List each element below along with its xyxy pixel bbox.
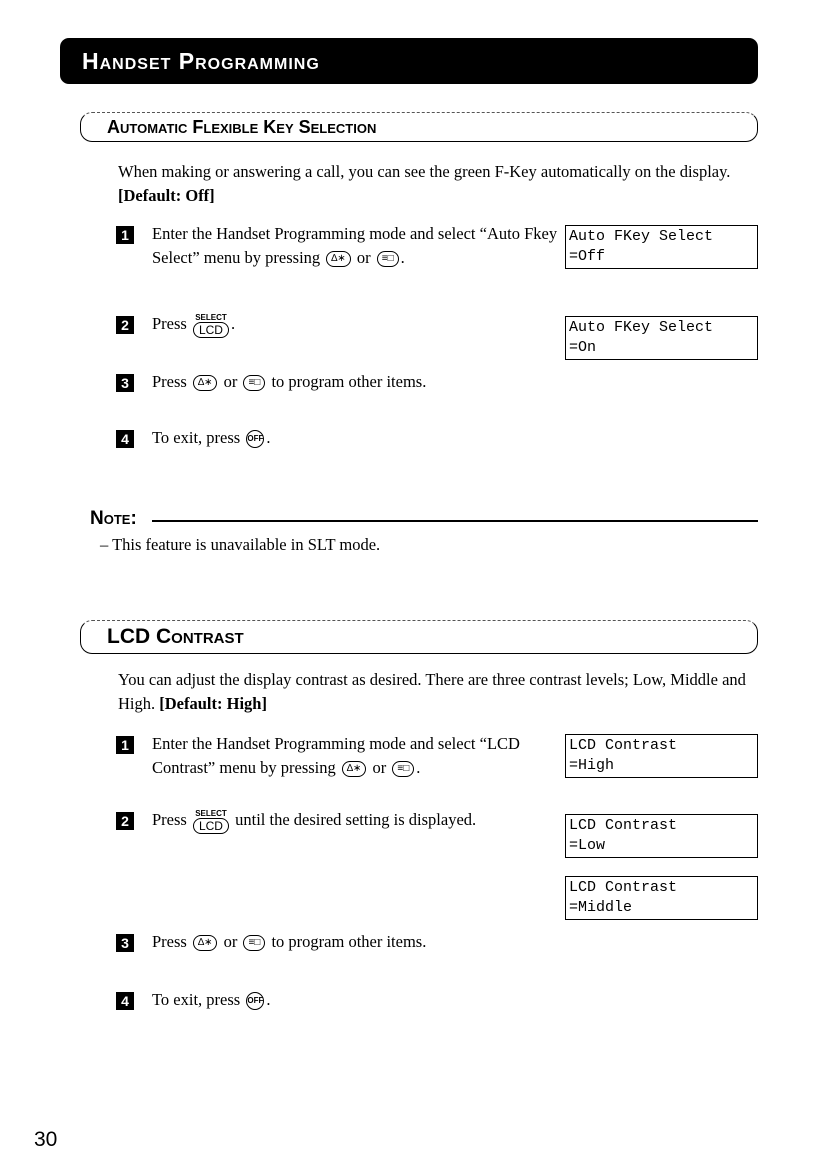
section-title-text: LCD Contrast: [107, 625, 244, 648]
page-number: 30: [34, 1128, 58, 1151]
lcd-display-contrast-low: LCD Contrast =Low: [565, 814, 758, 858]
note-label: Note:: [90, 508, 137, 529]
step-number-badge: 3: [116, 934, 134, 952]
section-title-text: Automatic Flexible Key Selection: [107, 116, 377, 137]
step-number-badge: 1: [116, 736, 134, 754]
select-lcd-key-icon: SELECT LCD: [193, 313, 229, 338]
section1-intro: When making or answering a call, you can see the green F-Key automatically on the display. [Default: Off]: [118, 162, 731, 205]
section2-intro: You can adjust the display contrast as desired. There are three contrast levels; Low, Middle and High. [Default: High]: [118, 670, 746, 713]
note-divider: [152, 520, 758, 522]
step-number-badge: 3: [116, 374, 134, 392]
lcd-display-auto-fkey-on: Auto FKey Select =On: [565, 316, 758, 360]
section1-default: [Default: Off]: [118, 186, 215, 205]
section2-default: [Default: High]: [159, 694, 267, 713]
up-key-icon: ∆∗: [326, 251, 351, 267]
banner-title: Handset Programming: [82, 47, 320, 74]
section-title-lcd-contrast: [80, 620, 758, 654]
down-key-icon: ≡□: [243, 375, 265, 391]
off-key-icon: OFF: [246, 430, 264, 448]
page-banner: [60, 38, 758, 84]
up-key-icon: ∆∗: [193, 935, 218, 951]
step-number-badge: 4: [116, 992, 134, 1010]
lcd-display-contrast-high: LCD Contrast =High: [565, 734, 758, 778]
note-text: – This feature is unavailable in SLT mode.: [100, 535, 381, 554]
off-key-icon: OFF: [246, 992, 264, 1010]
select-lcd-key-icon: SELECT LCD: [193, 809, 229, 834]
up-key-icon: ∆∗: [193, 375, 218, 391]
down-key-icon: ≡□: [392, 761, 414, 777]
step-number-badge: 1: [116, 226, 134, 244]
step-number-badge: 2: [116, 316, 134, 334]
step-number-badge: 4: [116, 430, 134, 448]
up-key-icon: ∆∗: [342, 761, 367, 777]
section-title-auto-fkey: [80, 112, 758, 142]
lcd-display-auto-fkey-off: Auto FKey Select =Off: [565, 225, 758, 269]
down-key-icon: ≡□: [377, 251, 399, 267]
step-number-badge: 2: [116, 812, 134, 830]
down-key-icon: ≡□: [243, 935, 265, 951]
lcd-display-contrast-middle: LCD Contrast =Middle: [565, 876, 758, 920]
section1-step-1: 1 Enter the Handset Programming mode and select “Auto Fkey Select” menu by pressing ∆∗ or ≡□ .: [116, 222, 536, 294]
